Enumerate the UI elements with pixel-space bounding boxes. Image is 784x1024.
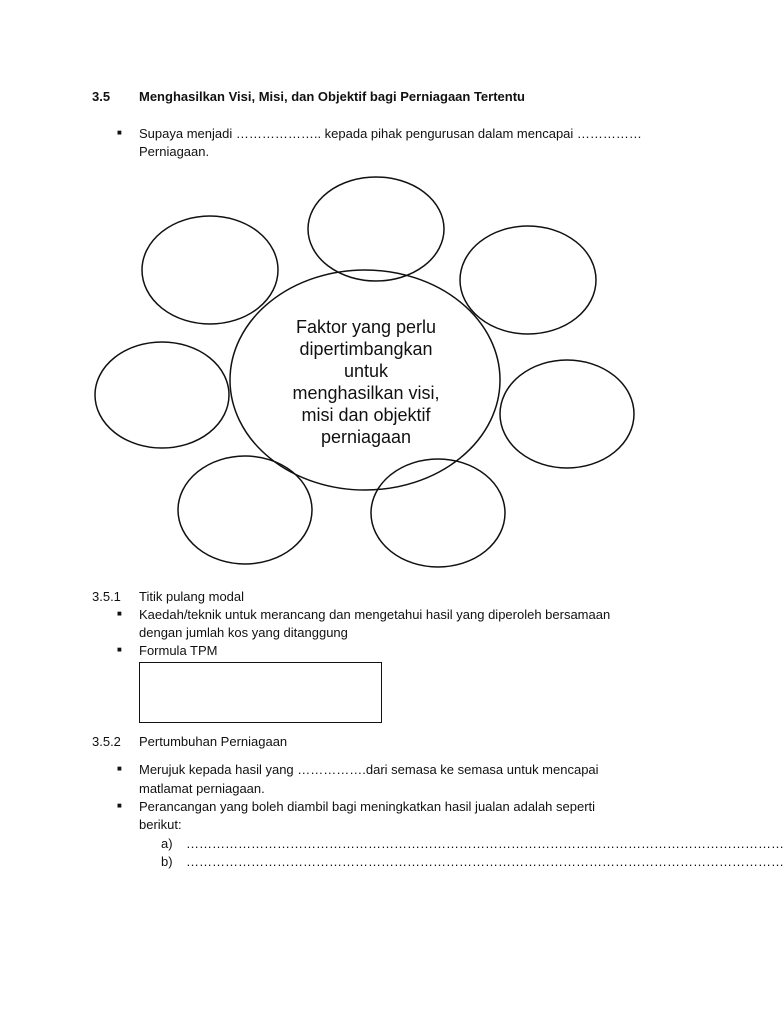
outer-circle-right xyxy=(500,360,634,468)
bullet-text-continued: matlamat perniagaan. xyxy=(139,781,265,796)
list-item-label: b) xyxy=(161,854,173,869)
outer-circle-top-left xyxy=(142,216,278,324)
outer-circle-top xyxy=(308,177,444,281)
center-text-line: untuk xyxy=(343,361,389,381)
bullet-text-continued: Perniagaan. xyxy=(139,144,210,159)
subsection-title: Pertumbuhan Perniagaan xyxy=(139,734,288,749)
subsection-title: Titik pulang modal xyxy=(139,589,245,604)
formula-label: Formula TPM xyxy=(139,643,218,658)
bullet-icon: ■ xyxy=(117,801,122,810)
bullet-text-continued: dengan jumlah kos yang ditanggung xyxy=(139,625,348,640)
subsection-number: 3.5.1 xyxy=(92,589,121,604)
center-text-line: menghasilkan visi, xyxy=(292,383,440,403)
section-title: Menghasilkan Visi, Misi, dan Objektif bagi Perniagaan Tertentu xyxy=(139,89,525,104)
outer-circle-bottom-right xyxy=(371,459,505,567)
bullet-icon: ■ xyxy=(117,609,122,618)
bullet-text-continued: berikut: xyxy=(139,817,182,832)
list-item-blank[interactable]: ………………………………………………………………………………………………………………………… xyxy=(186,836,784,851)
bullet-text: Perancangan yang boleh diambil bagi meningkatkan hasil jualan adalah seperti xyxy=(139,799,596,814)
center-text-line: dipertimbangkan xyxy=(299,339,433,359)
center-text-line: perniagaan xyxy=(320,427,412,447)
bullet-icon: ■ xyxy=(117,764,122,773)
list-item-label: a) xyxy=(161,836,173,851)
bullet-text: Merujuk kepada hasil yang …………….dari semasa ke semasa untuk mencapai xyxy=(139,762,599,777)
bullet-text: Kaedah/teknik untuk merancang dan mengetahui hasil yang diperoleh bersamaan xyxy=(139,607,611,622)
bullet-text: Supaya menjadi ……………….. kepada pihak pengurusan dalam mencapai …………… xyxy=(139,126,642,141)
section-number: 3.5 xyxy=(92,89,111,104)
subsection-number: 3.5.2 xyxy=(92,734,121,749)
bullet-icon: ■ xyxy=(117,645,122,654)
list-item-blank[interactable]: ………………………………………………………………………………………………………………………… xyxy=(186,854,784,869)
center-text-line: misi dan objektif xyxy=(301,405,431,425)
bullet-icon: ■ xyxy=(117,128,122,137)
outer-circle-left xyxy=(95,342,229,448)
center-circle-text xyxy=(250,316,482,448)
center-text-line: Faktor yang perlu xyxy=(295,317,437,337)
formula-answer-box[interactable] xyxy=(139,662,382,723)
